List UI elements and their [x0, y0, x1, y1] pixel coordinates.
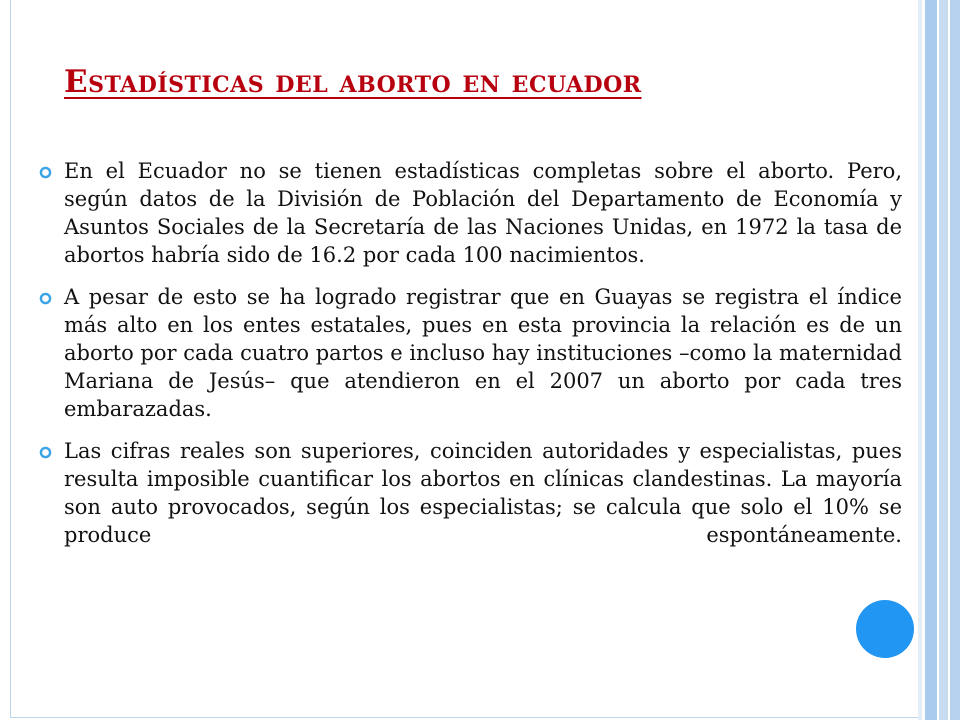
- bullet-item: [36, 437, 902, 549]
- bullet-text: Las cifras reales son superiores, coinciden autoridades y especialistas, pues resulta imposible cuantificar los abortos en clínicas clandestinas. La mayoría son auto provocados, según los especialistas; se calcula que solo el 10% se produce espontáneamente.: [64, 439, 902, 547]
- circle-icon: [856, 600, 914, 658]
- decorative-stripes: [918, 0, 960, 720]
- ring-bullet-icon: [39, 166, 52, 179]
- ring-bullet-icon: [39, 292, 52, 305]
- bullet-text: A pesar de esto se ha logrado registrar que en Guayas se registra el índice más alto en los entes estatales, pues en esta provincia la relación es de un aborto por cada cuatro partos e incluso hay instituciones –como la maternidad Mariana de Jesús– que atendieron en el 2007 un aborto por cada tres embarazadas.: [64, 285, 902, 421]
- bullet-text: En el Ecuador no se tienen estadísticas completas sobre el aborto. Pero, según datos de la División de Población del Departamento de Economía y Asuntos Sociales de la Secretaría de las Naciones Unidas, en 1972 la tasa de abortos habría sido de 16.2 por cada 100 nacimientos.: [64, 159, 902, 267]
- bullet-item: [36, 157, 902, 269]
- slide-title: Estadísticas del aborto en ecuador: [64, 64, 642, 100]
- bullet-list: [36, 157, 902, 563]
- ring-bullet-icon: [39, 446, 52, 459]
- bullet-item: [36, 283, 902, 423]
